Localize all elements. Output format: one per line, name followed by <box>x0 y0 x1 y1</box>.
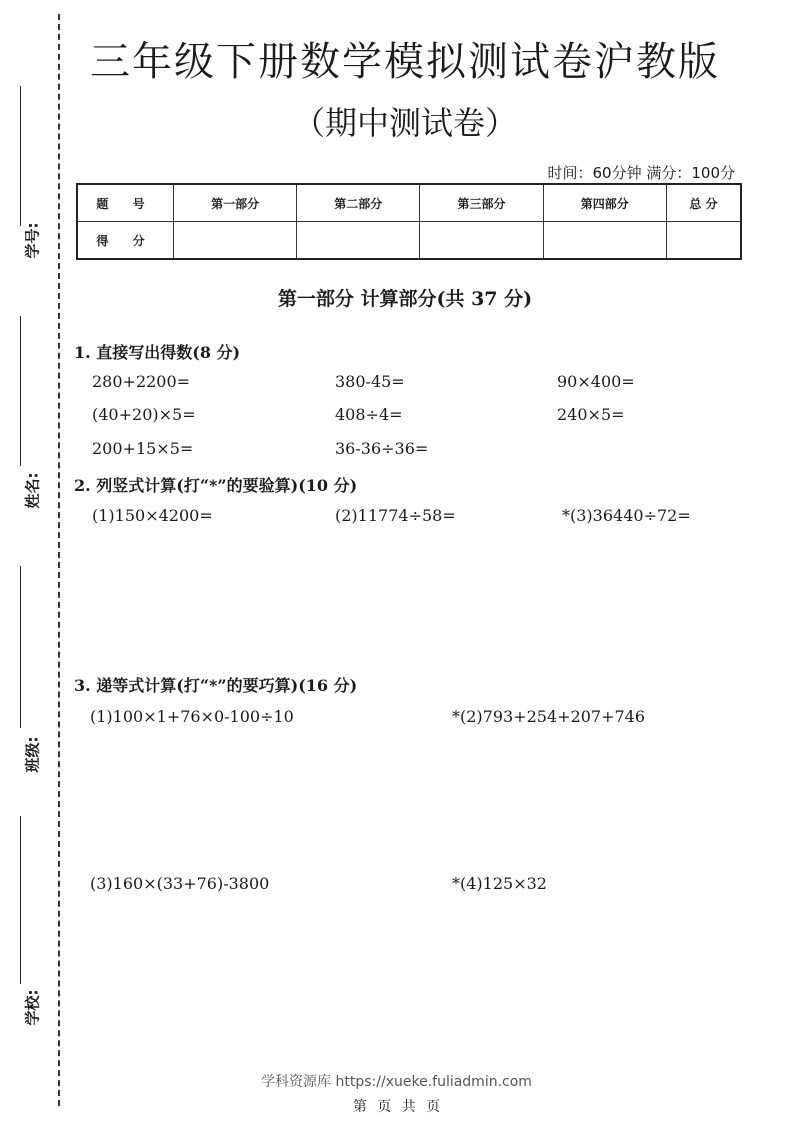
column-part1: 第一部分 <box>174 184 297 222</box>
q2-item: (2)11774÷58= <box>335 506 456 525</box>
q1-item: 240×5= <box>557 405 625 424</box>
q1-item: 90×400= <box>557 372 635 391</box>
q3-item: (1)100×1+76×0-100÷10 <box>90 707 294 726</box>
q1-item: 408÷4= <box>335 405 403 424</box>
q3-title: 3. 递等式计算(打“*”的要巧算)(16 分) <box>74 676 358 695</box>
q1-item: 36-36÷36= <box>335 439 429 458</box>
score-cell-part4[interactable] <box>543 222 666 260</box>
q1-item: 280+2200= <box>92 372 191 391</box>
score-cell-total[interactable] <box>666 222 741 260</box>
footer-source: 学科资源库 https://xueke.fuliadmin.com <box>261 1074 532 1090</box>
score-table <box>76 183 742 260</box>
row-header-score: 得 分 <box>77 222 174 260</box>
student-id-line <box>20 86 21 226</box>
column-total: 总 分 <box>666 184 741 222</box>
part1-title: 第一部分 计算部分(共 37 分) <box>277 288 533 310</box>
column-part4: 第四部分 <box>543 184 666 222</box>
score-table-header-row <box>77 184 741 222</box>
column-part3: 第三部分 <box>420 184 543 222</box>
score-cell-part2[interactable] <box>297 222 420 260</box>
q1-item: 380-45= <box>335 372 405 391</box>
school-label: 学校: <box>23 989 42 1026</box>
row-header-question-number: 题 号 <box>77 184 174 222</box>
score-cell-part1[interactable] <box>174 222 297 260</box>
name-line <box>20 316 21 466</box>
binding-dashed-line <box>58 14 60 1106</box>
column-part2: 第二部分 <box>297 184 420 222</box>
score-table-score-row <box>77 222 741 260</box>
school-line <box>20 816 21 984</box>
q3-item: *(4)125×32 <box>452 874 547 893</box>
footer-page-number: 第 页 共 页 <box>352 1099 441 1115</box>
q1-title: 1. 直接写出得数(8 分) <box>74 343 241 362</box>
score-cell-part3[interactable] <box>420 222 543 260</box>
student-id-label: 学号: <box>23 222 42 259</box>
q1-item: (40+20)×5= <box>92 405 196 424</box>
name-label: 姓名: <box>23 472 42 509</box>
q3-item: (3)160×(33+76)-3800 <box>90 874 270 893</box>
page-subtitle: （期中测试卷） <box>292 104 517 142</box>
q2-item: *(3)36440÷72= <box>562 506 691 525</box>
page-title: 三年级下册数学模拟测试卷沪教版 <box>90 39 720 85</box>
q1-item: 200+15×5= <box>92 439 194 458</box>
q2-title: 2. 列竖式计算(打“*”的要验算)(10 分) <box>74 476 358 495</box>
class-line <box>20 566 21 728</box>
q3-item: *(2)793+254+207+746 <box>452 707 646 726</box>
class-label: 班级: <box>23 736 42 773</box>
time-info: 时间：60分钟 满分：100分 <box>547 164 735 182</box>
q2-item: (1)150×4200= <box>92 506 213 525</box>
